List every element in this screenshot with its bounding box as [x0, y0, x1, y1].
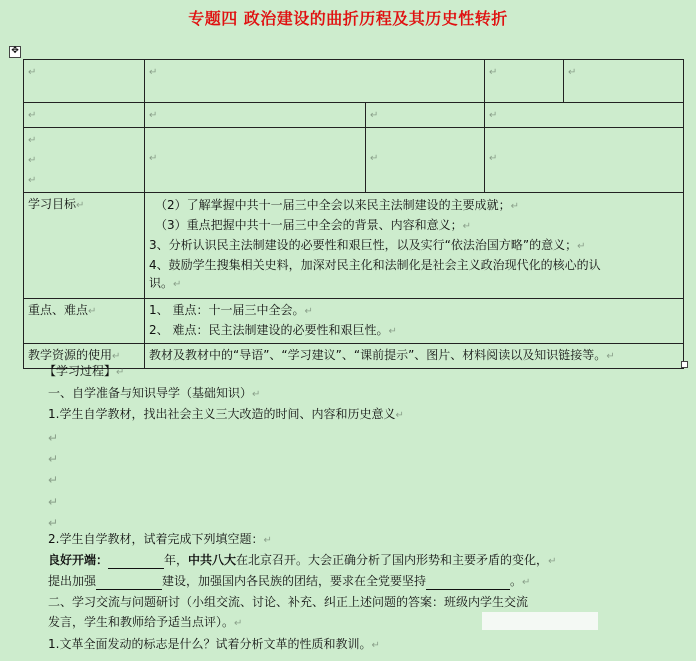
table-row: [24, 103, 684, 128]
goal-item: 4、鼓励学生搜集相关史料，加深对民主化和法制化是社会主义政治现代化的核心的认: [149, 258, 601, 272]
question-2: 2.学生自学教材，试着完成下列填空题：↵: [48, 532, 272, 546]
resources-label: 教学资源的使用↵: [24, 344, 145, 369]
focus-item: 1、 重点：十一届三中全会。: [149, 303, 305, 317]
empty-paragraph: ↵: [48, 431, 59, 445]
focus-label: 重点、难点↵: [24, 299, 145, 344]
fill-line-2: 提出加强 建设，加强国内各民族的团结，要求在全党要坚持 。↵: [48, 574, 531, 588]
fill-line-1: 良好开端： 年，中共八大在北京召开。大会正确分析了国内形势和主要矛盾的变化，↵: [48, 553, 557, 567]
table-row: [24, 299, 684, 344]
blank-field[interactable]: [426, 573, 510, 590]
empty-paragraph: ↵: [48, 452, 59, 466]
lesson-table: [23, 59, 684, 369]
table-cell[interactable]: ↵: [366, 103, 485, 128]
goal-item: 识。: [149, 276, 174, 290]
table-row: [24, 60, 684, 103]
question-3: 1.文革全面发动的标志是什么？试着分析文革的性质和教训。↵: [48, 637, 380, 651]
blank-field[interactable]: [108, 552, 164, 569]
section1-heading: 一、自学准备与知识导学（基础知识）↵: [48, 386, 261, 400]
blank-field[interactable]: [96, 573, 162, 590]
focus-item: 2、 难点：民主法制建设的必要性和艰巨性。: [149, 323, 389, 337]
table-cell[interactable]: ↵: [564, 60, 684, 103]
process-heading: 【学习过程】↵: [44, 364, 125, 378]
table-cell[interactable]: ↵: [145, 128, 366, 193]
table-cell[interactable]: ↵: [485, 128, 684, 193]
goal-item: 3、分析认识民主法制建设的必要性和艰巨性，以及实行“依法治国方略”的意义；: [149, 238, 578, 252]
fill-label: 良好开端：: [48, 553, 109, 567]
table-end-marker: [681, 361, 688, 368]
table-cell[interactable]: ↵: [24, 60, 145, 103]
table-row: [24, 128, 684, 193]
table-cell[interactable]: ↵ ↵ ↵: [24, 128, 145, 193]
goal-item: （3）重点把握中共十一届三中全会的背景、内容和意义；: [155, 218, 463, 232]
table-cell[interactable]: ↵: [485, 103, 684, 128]
image-placeholder: [482, 612, 598, 630]
empty-paragraph: ↵: [48, 516, 59, 530]
table-row: [24, 193, 684, 299]
empty-paragraph: ↵: [48, 495, 59, 509]
goals-cell[interactable]: （2）了解掌握中共十一届三中全会以来民主法制建设的主要成就；↵ （3）重点把握中共十一届三中全会的背景、内容和意义；↵ 3、分析认识民主法制建设的必要性和艰巨性，以及实行“依法治国方略”的意义；↵ 4、鼓励学生搜集相关史料，加深对民主化和法制化是社会主义政治现代化的核心的认 识。↵: [145, 193, 684, 299]
resources-cell[interactable]: 教材及教材中的“导语”、“学习建议”、“课前提示”、图片、材料阅读以及知识链接等。↵: [145, 344, 684, 369]
focus-cell[interactable]: 1、 重点：十一届三中全会。↵ 2、 难点：民主法制建设的必要性和艰巨性。↵: [145, 299, 684, 344]
table-cell[interactable]: ↵: [145, 103, 366, 128]
empty-paragraph: ↵: [48, 473, 59, 487]
table-cell[interactable]: ↵: [366, 128, 485, 193]
document-title: 专题四 政治建设的曲折历程及其历史性转折: [188, 9, 508, 28]
table-move-handle-icon[interactable]: ✥: [9, 46, 21, 58]
table-cell[interactable]: ↵: [24, 103, 145, 128]
goal-item: （2）了解掌握中共十一届三中全会以来民主法制建设的主要成就；: [155, 198, 511, 212]
table-cell[interactable]: ↵: [145, 60, 485, 103]
question-1: 1.学生自学教材，找出社会主义三大改造的时间、内容和历史意义↵: [48, 407, 404, 421]
table-cell[interactable]: ↵: [485, 60, 564, 103]
goals-label: 学习目标↵: [24, 193, 145, 299]
section2-continued: 发言，学生和教师给予适当点评）。↵: [48, 615, 243, 629]
section2-heading: 二、学习交流与问题研讨（小组交流、讨论、补充、纠正上述问题的答案：班级内学生交流: [48, 595, 529, 609]
